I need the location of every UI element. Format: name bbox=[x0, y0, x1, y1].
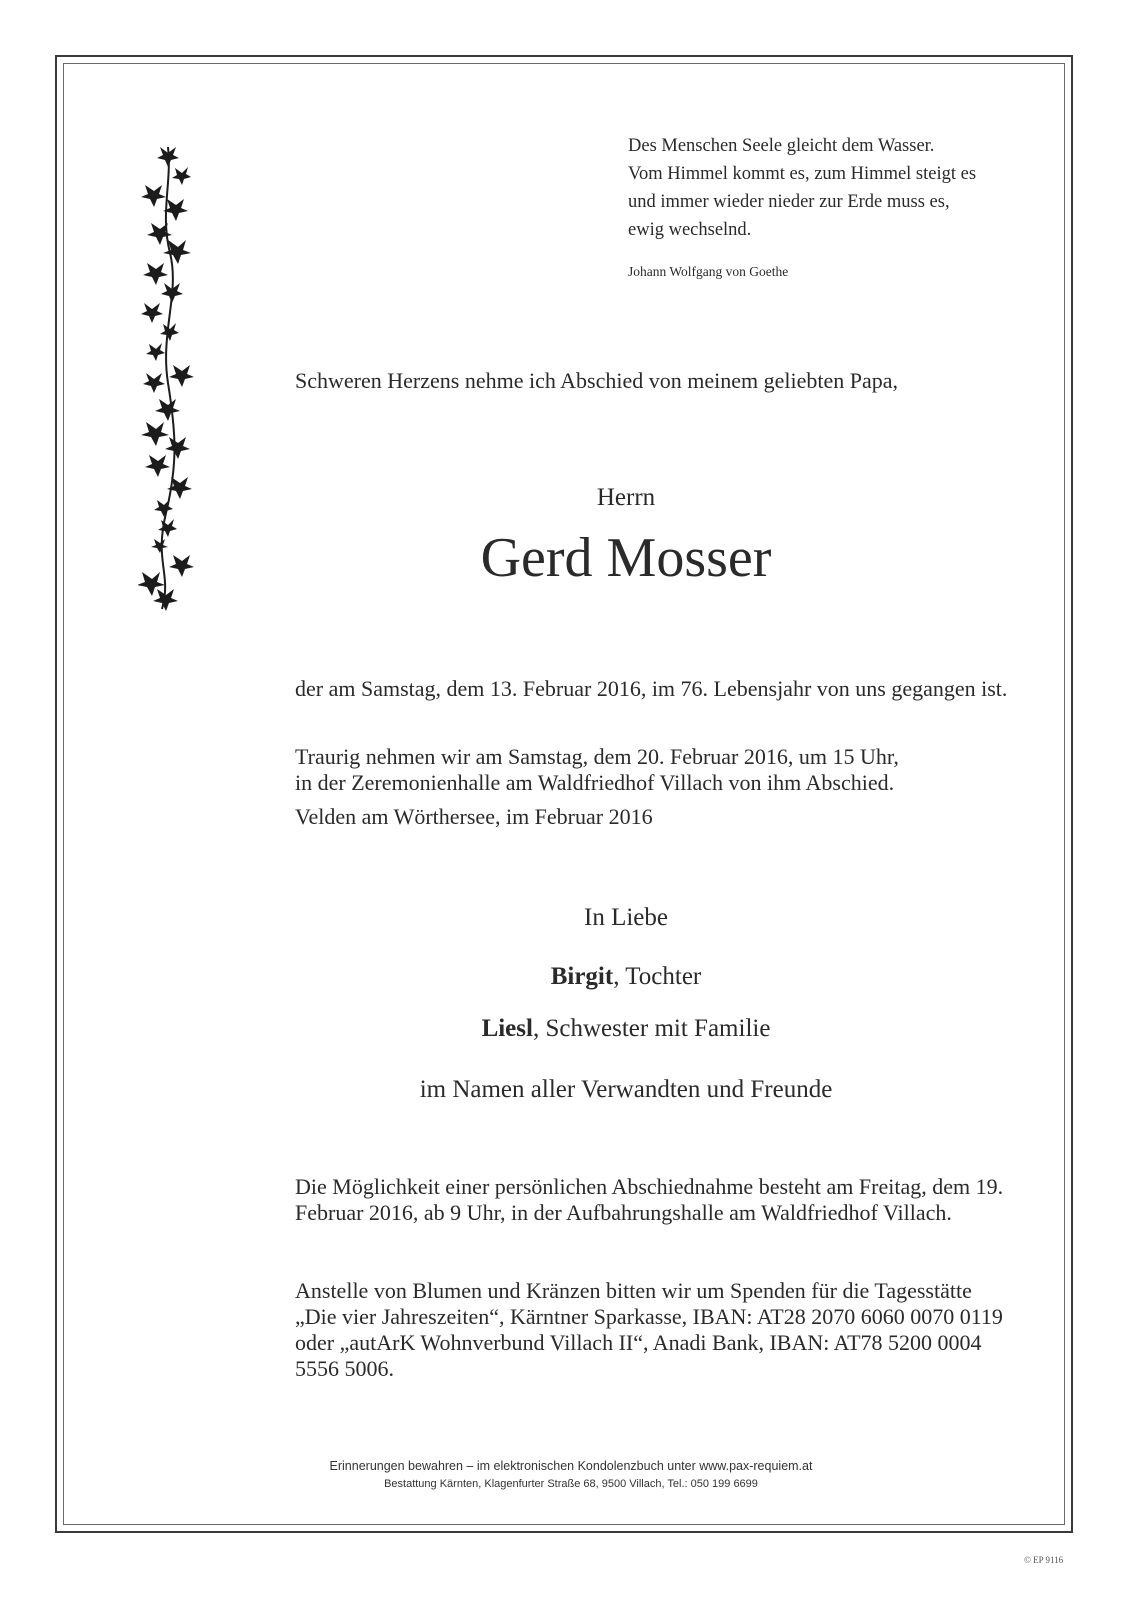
deceased-name: Gerd Mosser bbox=[480, 527, 772, 589]
funeral-line: Traurig nehmen wir am Samstag, dem 20. Februar 2016, um 15 Uhr, bbox=[295, 744, 899, 769]
donation-text: Anstelle von Blumen und Kränzen bitten wir um Spenden für die Tagesstätte „Die vier Jahreszeiten“, Kärntner Sparkasse, IBAN: AT28 2070 6060 0070 0119 oder „autArK Wohnverbund Villach II“, Anadi Bank, IBAN: AT78 5200 0004 5556 5006. bbox=[295, 1278, 1003, 1381]
intro-text: Schweren Herzens nehme ich Abschied von meinem geliebten Papa, bbox=[295, 368, 898, 393]
footer-funeral-home: Bestattung Kärnten, Klagenfurter Straße 68, 9500 Villach, Tel.: 050 199 6699 bbox=[384, 1478, 758, 1490]
mourner-birgit bbox=[0, 963, 1132, 991]
footer-condolence: Erinnerungen bewahren – im elektronischen Kondolenzbuch unter www.pax-requiem.at bbox=[329, 1459, 813, 1473]
quote-line: und immer wieder nieder zur Erde muss es, bbox=[628, 192, 950, 212]
death-notice-text: der am Samstag, dem 13. Februar 2016, im 76. Lebensjahr von uns gegangen ist. bbox=[295, 676, 1008, 701]
viewing-text: Die Möglichkeit einer persönlichen Abschiednahme besteht am Freitag, dem 19. Februar 2016, ab 9 Uhr, in der Aufbahrungshalle am Waldfriedhof Villach. bbox=[295, 1174, 1004, 1225]
quote-line: Vom Himmel kommt es, zum Himmel steigt es bbox=[628, 164, 977, 184]
funeral-line: in der Zeremonienhalle am Waldfriedhof Villach von ihm Abschied. bbox=[295, 770, 895, 795]
place-date-text: Velden am Wörthersee, im Februar 2016 bbox=[295, 804, 653, 829]
death-notice bbox=[295, 676, 1010, 702]
mourner-liesl bbox=[0, 1015, 1132, 1043]
mourner-relation: , Schwester mit Familie bbox=[532, 1015, 771, 1042]
mourner-name: Birgit bbox=[550, 963, 614, 990]
funeral-info bbox=[295, 744, 1010, 796]
salutation: Herrn bbox=[596, 484, 656, 511]
mourners-closing: im Namen aller Verwandten und Freunde bbox=[419, 1076, 833, 1103]
mourner-relation: , Tochter bbox=[613, 963, 702, 990]
quote-line: ewig wechselnd. bbox=[628, 220, 752, 240]
quote-line: Des Menschen Seele gleicht dem Wasser. bbox=[628, 136, 935, 156]
mourner-name: Liesl bbox=[481, 1015, 533, 1042]
donation-info bbox=[295, 1278, 1010, 1382]
print-code: © EP 9116 bbox=[1024, 1555, 1064, 1565]
goethe-quote bbox=[628, 132, 1028, 286]
mourners-heading: In Liebe bbox=[584, 904, 668, 931]
viewing-info bbox=[295, 1174, 1010, 1226]
quote-author: Johann Wolfgang von Goethe bbox=[628, 264, 789, 279]
place-date bbox=[295, 804, 1010, 830]
